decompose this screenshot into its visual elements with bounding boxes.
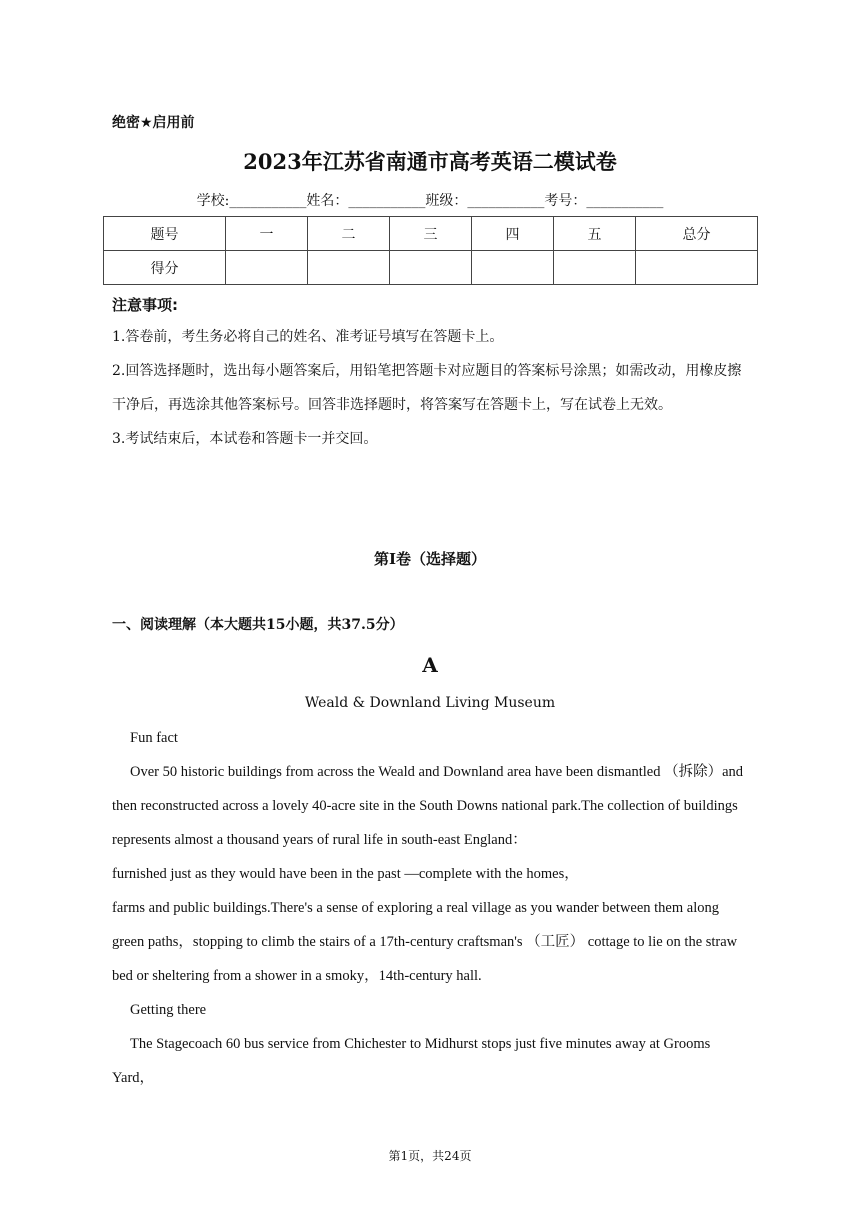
notice-heading: 注意事项:	[112, 296, 178, 314]
passage-paragraph: Over 50 historic buildings from across the Weald and Downland area have been dismantled （拆除）and then reconstructed across a lovely 40-acre site in the South Downs national park.The collection of buildings represents almost a thousand years of rural life in south-east England：	[112, 764, 744, 848]
notice-item-2: 2.回答选择题时，选出每小题答案后，用铅笔把答题卡对应题目的答案标号涂黑；如需改动，用橡皮擦干净后，再选涂其他答案标号。回答非选择题时，将答案写在答题卡上，写在试卷上无效。	[112, 363, 742, 413]
passage-letter: A	[422, 653, 438, 677]
passage-paragraph: The Stagecoach 60 bus service from Chichester to Midhurst stops just five minutes away at Grooms Yard，	[112, 1036, 711, 1086]
score-table-cell: 题号	[104, 217, 226, 251]
student-info-line: 学校:___________姓名：___________班级：___________考号：___________	[196, 193, 664, 209]
score-entry-cell	[308, 251, 390, 285]
score-entry-cell	[554, 251, 636, 285]
confidential-label: 绝密★启用前	[112, 115, 195, 131]
passage-subheading: Fun fact	[130, 730, 178, 746]
exam-title: 2023年江苏省南通市高考英语二模试卷	[243, 149, 617, 174]
page-number: 第1页，共24页	[388, 1149, 472, 1163]
score-table-cell: 得分	[104, 251, 226, 285]
score-table-cell: 总分	[636, 217, 758, 251]
passage-paragraph: furnished just as they would have been in the past —complete with the homes，	[112, 866, 579, 882]
passage-subheading: Getting there	[130, 1002, 207, 1018]
score-table	[103, 216, 758, 285]
passage-paragraph: farms and public buildings.There's a sense of exploring a real village as you wander between them along green paths，stopping to climb the stairs of a 17th-century craftsman's （工匠） cottage to lie on the straw bed or sheltering from a shower in a smoky，14th-century hall.	[112, 900, 738, 984]
section-heading: 一、阅读理解（本大题共15小题，共37.5分）	[112, 617, 404, 633]
score-table-cell: 五	[554, 217, 636, 251]
notice-item-3: 3.考试结束后，本试卷和答题卡一并交回。	[112, 431, 378, 447]
score-table-cell: 四	[472, 217, 554, 251]
score-table-cell: 一	[226, 217, 308, 251]
score-entry-cell	[472, 251, 554, 285]
score-entry-cell	[636, 251, 758, 285]
score-entry-cell	[226, 251, 308, 285]
score-entry-cell	[390, 251, 472, 285]
part-title: 第I卷（选择题）	[373, 550, 487, 568]
score-table-cell: 三	[390, 217, 472, 251]
score-table-score-row	[104, 251, 758, 285]
score-table-header-row	[104, 217, 758, 251]
notice-item-1: 1.答卷前，考生务必将自己的姓名、准考证号填写在答题卡上。	[112, 329, 504, 345]
passage-title: Weald & Downland Living Museum	[304, 695, 556, 711]
score-table-cell: 二	[308, 217, 390, 251]
